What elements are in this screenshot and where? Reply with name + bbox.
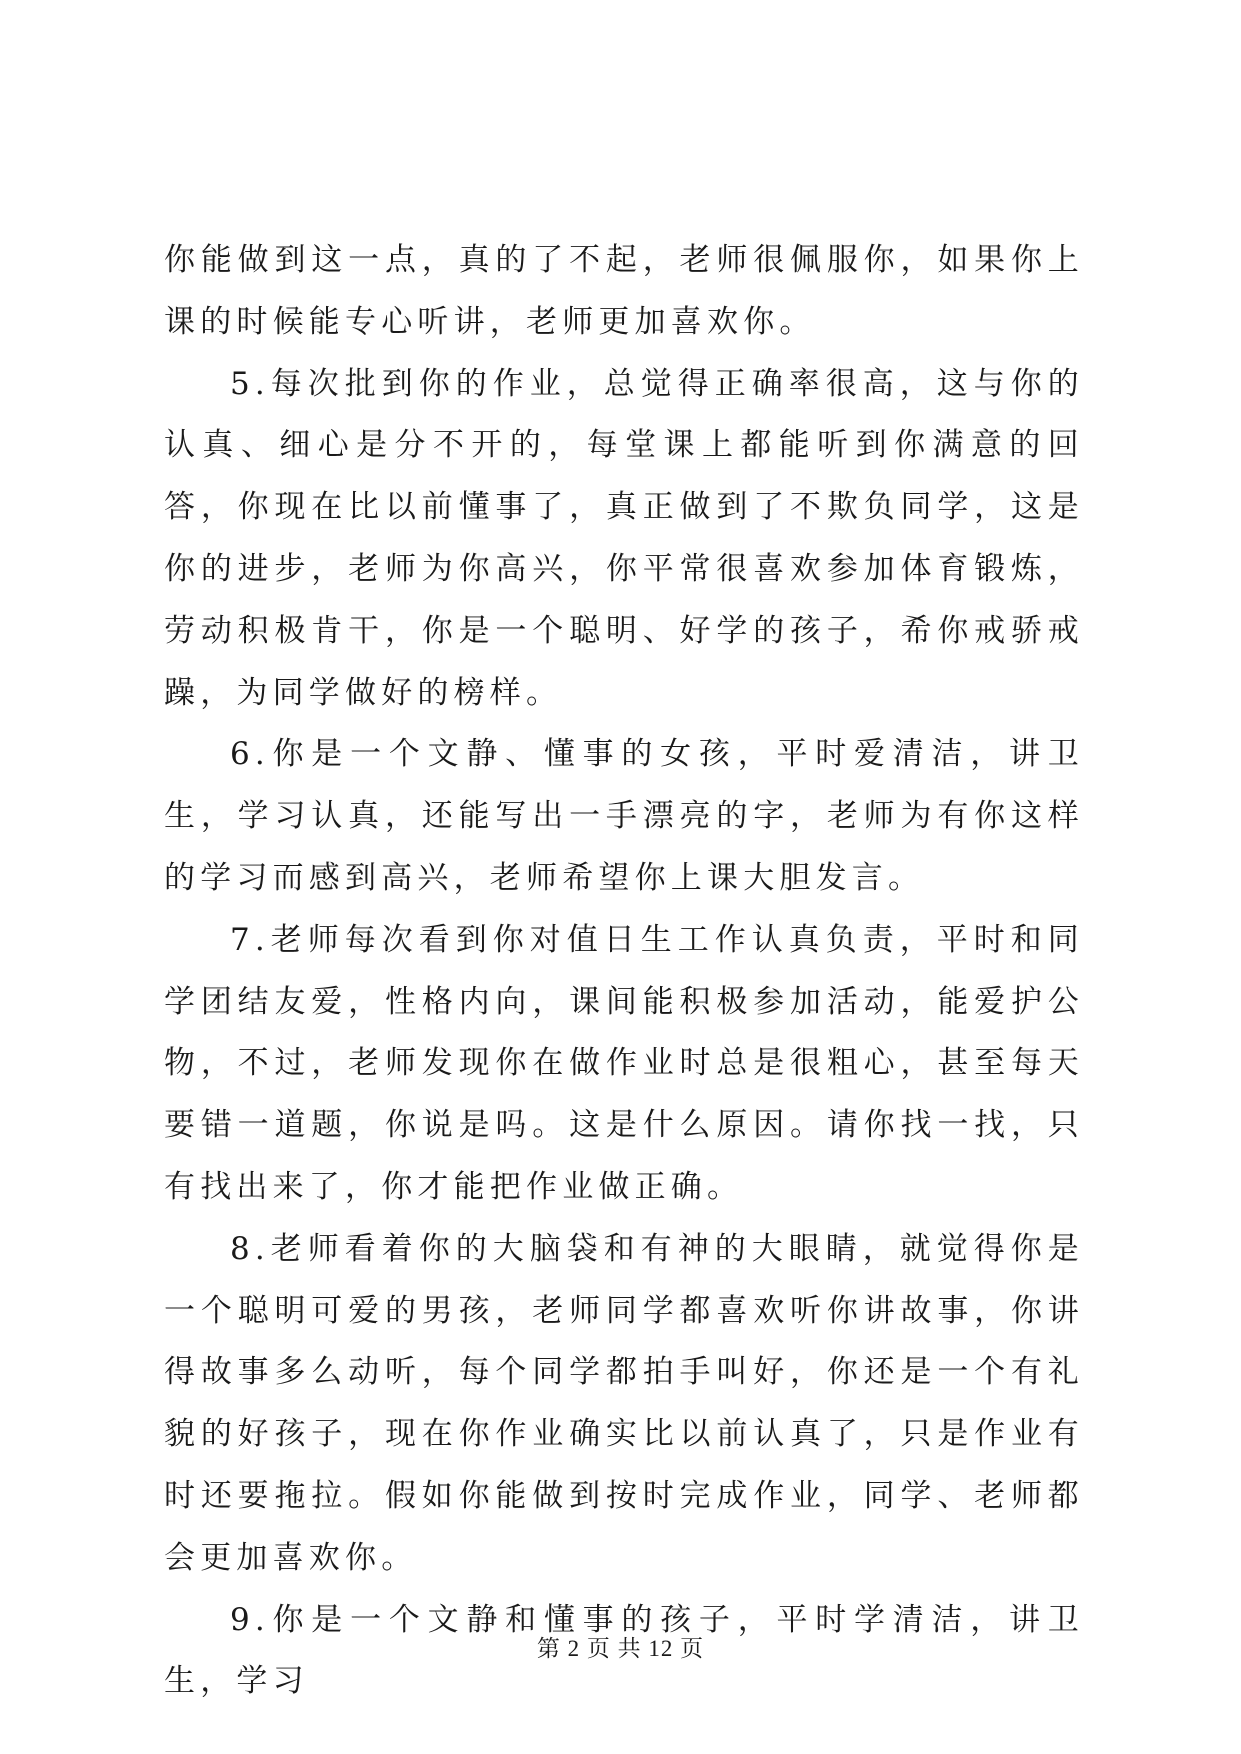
page-number-footer: 第 2 页 共 12 页 — [536, 1636, 705, 1661]
paragraph-comment-7: 7.老师每次看到你对值日生工作认真负责，平时和同学团结友爱，性格内向，课间能积极参加活动，能爱护公物，不过，老师发现你在做作业时总是很粗心，甚至每天要错一道题，你说是吗。这是什么原因。请你找一找，只有找出来了，你才能把作业做正确。 — [164, 921, 1084, 1205]
paragraph-comment-8: 8.老师看着你的大脑袋和有神的大眼睛，就觉得你是一个聪明可爱的男孩，老师同学都喜欢听你讲故事，你讲得故事多么动听，每个同学都拍手叫好，你还是一个有礼貌的好孩子，现在你作业确实比以前认真了，只是作业有时还要拖拉。假如你能做到按时完成作业，同学、老师都会更加喜欢你。 — [164, 1230, 1084, 1576]
paragraph-comment-6: 6.你是一个文静、懂事的女孩，平时爱清洁，讲卫生，学习认真，还能写出一手漂亮的字，老师为有你这样的学习而感到高兴，老师希望你上课大胆发言。 — [164, 736, 1084, 896]
paragraph-comment-5: 5.每次批到你的作业，总觉得正确率很高，这与你的认真、细心是分不开的，每堂课上都能听到你满意的回答，你现在比以前懂事了，真正做到了不欺负同学，这是你的进步，老师为你高兴，你平常很喜欢参加体育锻炼，劳动积极肯干，你是一个聪明、好学的孩子，希你戒骄戒躁，为同学做好的榜样。 — [164, 365, 1084, 711]
document-body — [164, 230, 1084, 1713]
paragraph-comment-9: 9.你是一个文静和懂事的孩子，平时学清洁，讲卫生，学习 — [164, 1601, 1084, 1700]
paragraph-continuation: 你能做到这一点，真的了不起，老师很佩服你，如果你上课的时候能专心听讲，老师更加喜欢你。 — [164, 242, 1084, 340]
